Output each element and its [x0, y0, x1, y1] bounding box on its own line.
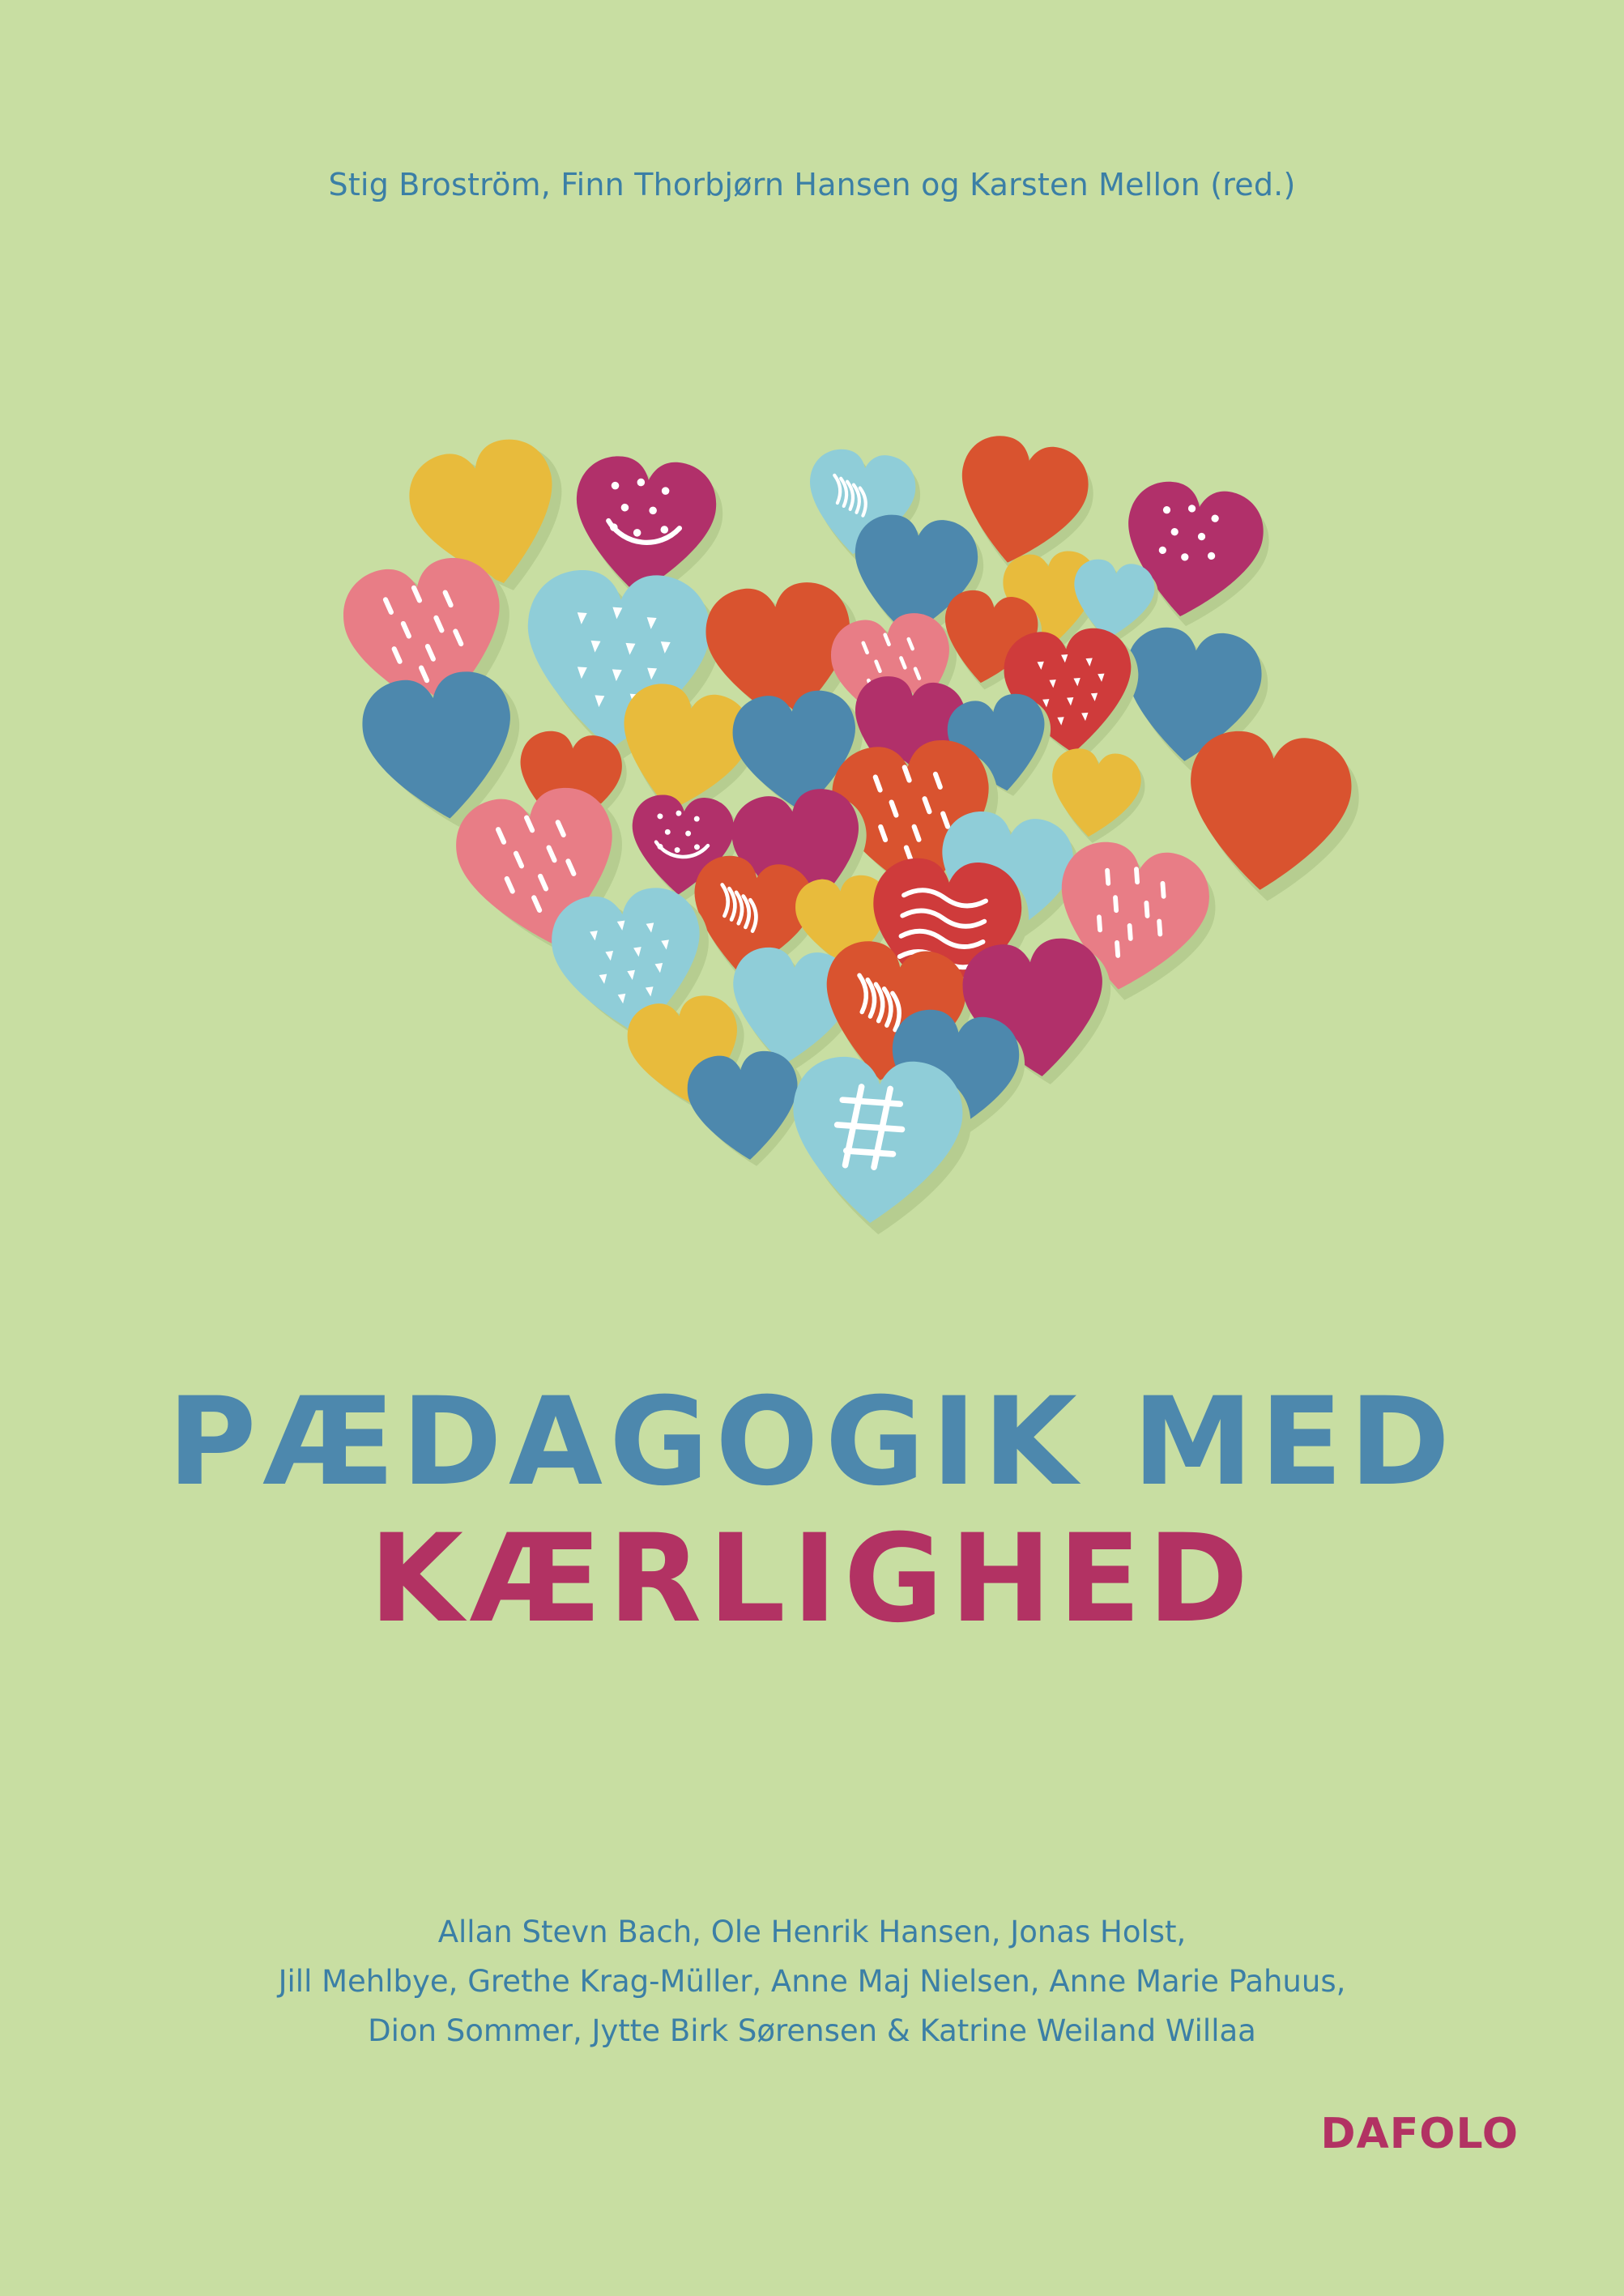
contributor-line: Dion Sommer, Jytte Birk Sørensen & Katrine Weiland Willaa — [368, 2013, 1256, 2049]
heart-shape — [784, 1054, 974, 1241]
title-block — [0, 1372, 1624, 1651]
heart-shape — [684, 1047, 811, 1173]
contributors-list — [0, 1907, 1624, 2055]
hearts-collage-illustration — [254, 320, 1371, 1340]
page-title-line-2: KÆRLIGHED — [369, 1509, 1255, 1650]
page-title-line-1: PÆDAGOGIK MED — [167, 1372, 1457, 1513]
publisher-logo: DAFOLO — [1320, 2110, 1519, 2158]
contributor-line: Allan Stevn Bach, Ole Henrik Hansen, Jonas Holst, — [437, 1915, 1187, 1949]
editors-line: Stig Broström, Finn Thorbjørn Hansen og Karsten Mellon (red.) — [328, 167, 1296, 202]
contributor-line: Jill Mehlbye, Grethe Krag-Müller, Anne Maj Nielsen, Anne Marie Pahuus, — [278, 1964, 1346, 2000]
